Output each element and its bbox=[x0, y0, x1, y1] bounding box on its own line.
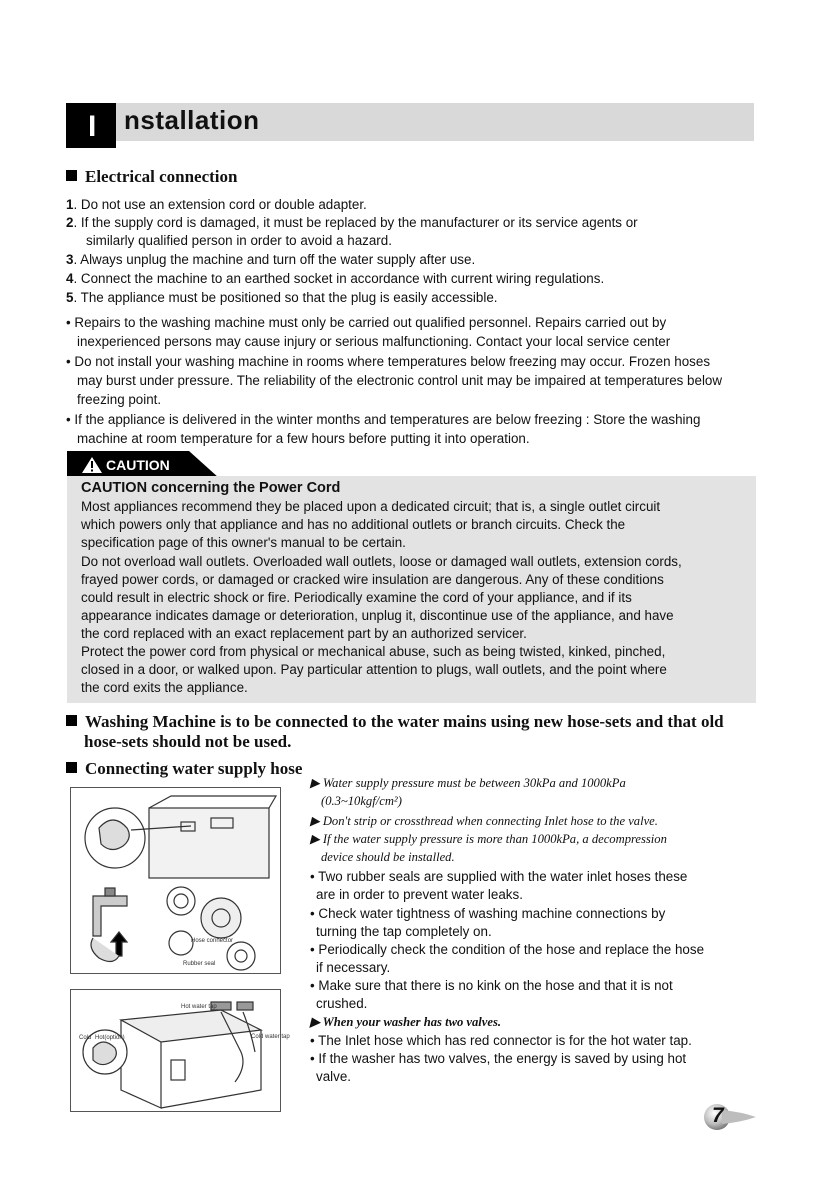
caution-tab-label: CAUTION bbox=[106, 457, 170, 473]
electrical-bullet-line: • If the appliance is delivered in the winter months and temperatures are below freezing : Store the washing bbox=[66, 412, 701, 427]
water-supply-heading: Connecting water supply hose bbox=[66, 758, 302, 779]
cold-water-tap-label: Cold water tap bbox=[251, 1034, 290, 1040]
water-bullet: • Make sure that there is no kink on the hose and that it is not bbox=[310, 978, 673, 993]
water-bullet: are in order to prevent water leaks. bbox=[316, 887, 523, 902]
figure-inlet-hose-connection bbox=[70, 787, 281, 974]
hose-notice-heading-cont: hose-sets should not be used. bbox=[84, 732, 292, 751]
two-valves-heading: ▶ When your washer has two valves. bbox=[310, 1015, 502, 1029]
square-bullet-icon bbox=[66, 170, 77, 181]
water-bullet: • Check water tightness of washing machine connections by bbox=[310, 906, 666, 921]
electrical-bullet-line: • Do not install your washing machine in rooms where temperatures below freezing may occur. Frozen hoses bbox=[66, 354, 711, 369]
electrical-item-1: 1. Do not use an extension cord or double adapter. bbox=[66, 197, 367, 212]
section-title-initial: I bbox=[88, 110, 97, 143]
two-valves-illustration bbox=[71, 990, 290, 1111]
hot-water-tap-label: Hot water tap bbox=[181, 1004, 217, 1010]
figure-two-valves bbox=[70, 989, 290, 1112]
caution-line: Most appliances recommend they be placed upon a dedicated circuit; that is, a single outlet circuit bbox=[81, 499, 661, 514]
electrical-item-2-cont: similarly qualified person in order to avoid a hazard. bbox=[86, 233, 392, 248]
page-number: 7 bbox=[712, 1104, 724, 1127]
electrical-bullet-line: may burst under pressure. The reliability of the electronic control unit may be impaired at temperatures below bbox=[77, 373, 723, 388]
water-note: ▶ Water supply pressure must be between 30kPa and 1000kPa bbox=[310, 776, 626, 790]
electrical-item-2: 2. If the supply cord is damaged, it must be replaced by the manufacturer or its service agents or bbox=[66, 215, 638, 230]
water-note: device should be installed. bbox=[321, 850, 455, 864]
electrical-bullet-line: • Repairs to the washing machine must only be carried out qualified personnel. Repairs carried out by bbox=[66, 315, 667, 330]
electrical-bullet-line: machine at room temperature for a few hours before putting it into operation. bbox=[77, 431, 530, 446]
caution-line: the cord exits the appliance. bbox=[81, 680, 248, 695]
water-bullet: crushed. bbox=[316, 996, 368, 1011]
caution-line: which powers only that appliance and has no additional outlets or branch circuits. Check the bbox=[81, 517, 626, 532]
caution-line: appearance indicates damage or deterioration, unplug it, discontinue use of the appliance, and have bbox=[81, 608, 674, 623]
caution-line: frayed power cords, or damaged or cracked wire insulation are dangerous. Any of these conditions bbox=[81, 572, 664, 587]
caution-line: the cord replaced with an exact replacement part by an authorized servicer. bbox=[81, 626, 527, 641]
hose-notice-heading: Washing Machine is to be connected to the water mains using new hose-sets and that old bbox=[66, 711, 724, 732]
caution-line: Protect the power cord from physical or mechanical abuse, such as being twisted, kinked, pinched, bbox=[81, 644, 666, 659]
cold-label: Cold bbox=[79, 1035, 92, 1041]
section-title: nstallation bbox=[124, 105, 260, 135]
water-note: ▶ If the water supply pressure is more than 1000kPa, a decompression bbox=[310, 832, 667, 846]
square-bullet-icon bbox=[66, 715, 77, 726]
electrical-bullet-line: freezing point. bbox=[77, 392, 162, 407]
page-number-badge bbox=[700, 1100, 758, 1134]
water-bullet: • Periodically check the condition of the hose and replace the hose bbox=[310, 942, 705, 957]
electrical-connection-heading bbox=[66, 166, 238, 187]
electrical-item-3: 3. Always unplug the machine and turn off the water supply after use. bbox=[66, 252, 476, 267]
square-bullet-icon bbox=[66, 762, 77, 773]
rubber-seal-label: Rubber seal bbox=[183, 961, 216, 967]
caution-line: specification page of this owner's manual to be certain. bbox=[81, 535, 406, 550]
caution-line: closed in a door, or walked upon. Pay particular attention to plugs, wall outlets, and the point where bbox=[81, 662, 667, 677]
inlet-hose-illustration bbox=[71, 788, 280, 973]
electrical-item-5: 5. The appliance must be positioned so that the plug is easily accessible. bbox=[66, 290, 498, 305]
hot-option-label: Hot(option) bbox=[95, 1035, 125, 1041]
electrical-bullet-line: inexperienced persons may cause injury or serious malfunctioning. Contact your local service center bbox=[77, 334, 671, 349]
two-valves-bullet: • If the washer has two valves, the energy is saved by using hot bbox=[310, 1051, 687, 1066]
caution-title: CAUTION concerning the Power Cord bbox=[81, 480, 341, 496]
electrical-connection-title: Electrical connection bbox=[85, 167, 238, 186]
water-bullet: • Two rubber seals are supplied with the water inlet hoses these bbox=[310, 869, 688, 884]
hose-connector-label: Hose connector bbox=[191, 938, 234, 944]
water-note: (0.3~10kgf/cm²) bbox=[321, 794, 402, 808]
electrical-item-4: 4. Connect the machine to an earthed socket in accordance with current wiring regulations. bbox=[66, 271, 605, 286]
two-valves-bullet: valve. bbox=[316, 1069, 351, 1084]
two-valves-bullet: • The Inlet hose which has red connector is for the hot water tap. bbox=[310, 1033, 692, 1048]
water-bullet: turning the tap completely on. bbox=[316, 924, 492, 939]
caution-line: could result in electric shock or fire. Periodically examine the cord of your appliance, and if its bbox=[81, 590, 632, 605]
caution-line: Do not overload wall outlets. Overloaded wall outlets, loose or damaged wall outlets, extension cords, bbox=[81, 554, 682, 569]
water-bullet: if necessary. bbox=[316, 960, 391, 975]
water-note: ▶ Don't strip or crossthread when connecting Inlet hose to the valve. bbox=[310, 814, 658, 828]
